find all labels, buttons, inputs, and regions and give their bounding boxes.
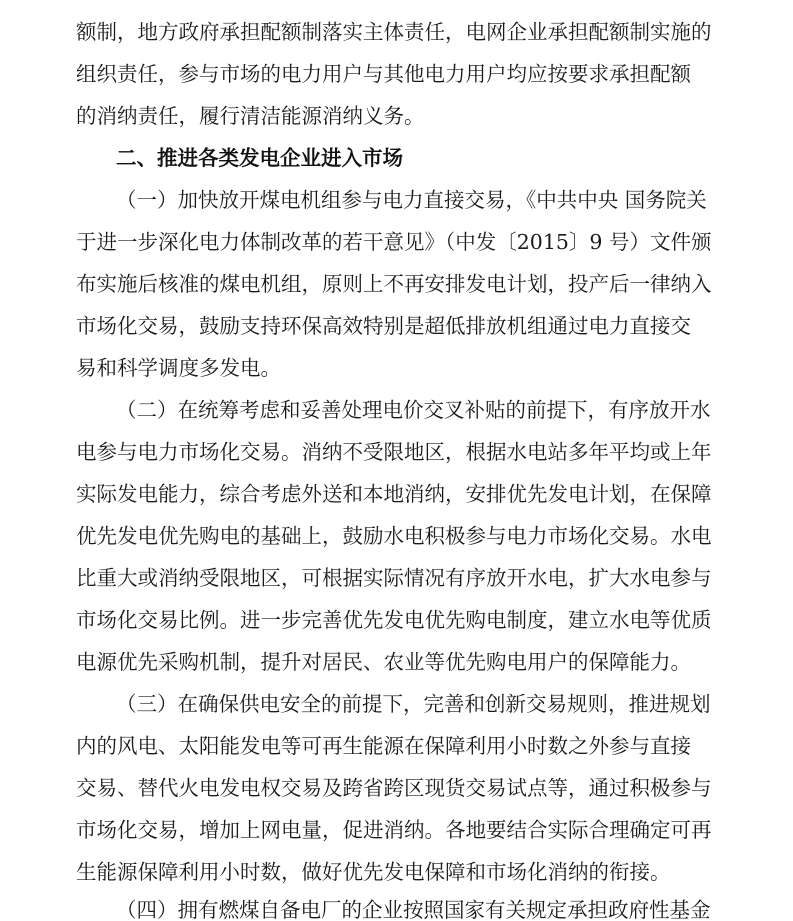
text-line: 交易、替代火电发电权交易及跨省跨区现货交易试点等，通过积极参与 bbox=[76, 776, 712, 800]
text-line: （一）加快放开煤电机组参与电力直接交易，《中共中央 国务院关 bbox=[116, 188, 707, 212]
text-line: 布实施后核准的煤电机组，原则上不再安排发电计划，投产后一律纳入 bbox=[76, 272, 712, 296]
text-line: 比重大或消纳受限地区，可根据实际情况有序放开水电，扩大水电参与 bbox=[76, 566, 712, 590]
text-line: 额制，地方政府承担配额制落实主体责任，电网企业承担配额制实施的 bbox=[76, 20, 712, 44]
text-line: 市场化交易，鼓励支持环保高效特别是超低排放机组通过电力直接交 bbox=[76, 314, 691, 338]
text-line: 市场化交易，增加上网电量，促进消纳。各地要结合实际合理确定可再 bbox=[76, 818, 712, 842]
text-line: 电源优先采购机制，提升对居民、农业等优先购电用户的保障能力。 bbox=[76, 650, 691, 674]
text-line: 的消纳责任，履行清洁能源消纳义务。 bbox=[76, 104, 425, 128]
text-line: 市场化交易比例。进一步完善优先发电优先购电制度，建立水电等优质 bbox=[76, 608, 712, 632]
text-line: 生能源保障利用小时数，做好优先发电保障和市场化消纳的衔接。 bbox=[76, 860, 671, 884]
text-line: 组织责任，参与市场的电力用户与其他电力用户均应按要求承担配额 bbox=[76, 62, 691, 86]
text-line: 电参与电力市场化交易。消纳不受限地区，根据水电站多年平均或上年 bbox=[76, 440, 712, 464]
text-line: 易和科学调度多发电。 bbox=[76, 356, 281, 380]
text-line: 于进一步深化电力体制改革的若干意见》（中发〔2015〕9 号）文件颁 bbox=[76, 230, 712, 254]
text-line: 内的风电、太阳能发电等可再生能源在保障利用小时数之外参与直接 bbox=[76, 734, 691, 758]
section-heading: 二、推进各类发电企业进入市场 bbox=[116, 146, 403, 170]
text-line: 实际发电能力，综合考虑外送和本地消纳，安排优先发电计划，在保障 bbox=[76, 482, 712, 506]
text-line: （二）在统筹考虑和妥善处理电价交叉补贴的前提下，有序放开水 bbox=[116, 398, 711, 422]
text-line: （三）在确保供电安全的前提下，完善和创新交易规则，推进规划 bbox=[116, 692, 711, 716]
text-line: （四）拥有燃煤自备电厂的企业按照国家有关规定承担政府性基金 bbox=[116, 898, 711, 921]
text-line: 优先发电优先购电的基础上，鼓励水电积极参与电力市场化交易。水电 bbox=[76, 524, 712, 548]
